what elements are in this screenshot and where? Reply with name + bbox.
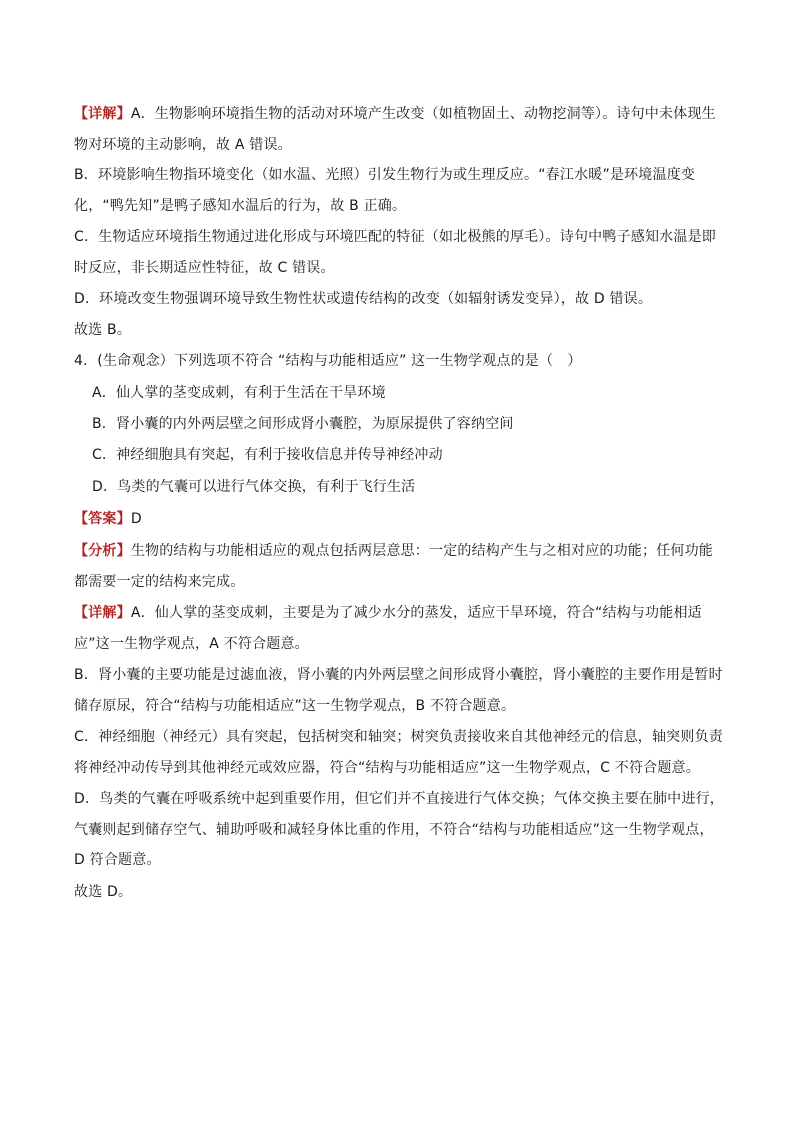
- detail-paragraph-2: [74, 598, 724, 659]
- explanation-c: C．生物适应环境指生物通过进化形成与环境匹配的特征（如北极熊的厚毛）。诗句中鸭子感知水温是即时反应，非长期适应性特征，故 C 错误。: [74, 229, 716, 276]
- question-4-stem: 4．(生命观念）下列选项不符合 “结构与功能相适应” 这一生物学观点的是（ ）: [74, 353, 582, 369]
- conclusion-1: 故选 B。: [74, 322, 132, 338]
- explanation-d-2: D．鸟类的气囊在呼吸系统中起到重要作用，但它们并不直接进行气体交换；气体交换主要在肺中进行，气囊则起到储存空气、辅助呼吸和减轻身体比重的作用，不符合“结构与功能相适应”这一生物学观点，D 符合题意。: [74, 791, 724, 868]
- detail-text: A．生物影响环境指生物的活动对环境产生改变（如植物固土、动物挖洞等）。诗句中未体现生物对环境的主动影响，故 A 错误。: [74, 106, 716, 153]
- detail-text-2: A．仙人掌的茎变成刺，主要是为了减少水分的蒸发，适应干旱环境，符合“结构与功能相适应”这一生物学观点，A 不符合题意。: [74, 605, 702, 652]
- answer-line: [74, 504, 724, 535]
- detail-tag-2: 【详解】: [74, 605, 131, 621]
- question-4-option-b: B．肾小囊的内外两层壁之间形成肾小囊腔，为原尿提供了容纳空间: [92, 416, 514, 432]
- question-4-option-c: C．神经细胞具有突起，有利于接收信息并传导神经冲动: [92, 447, 443, 463]
- explanation-b-2: B．肾小囊的主要功能是过滤血液，肾小囊的内外两层壁之间形成肾小囊腔，肾小囊腔的主要作用是暂时储存原尿，符合“结构与功能相适应”这一生物学观点，B 不符合题意。: [74, 667, 723, 714]
- analysis-tag: 【分析】: [74, 543, 131, 559]
- answer-value: D: [130, 511, 142, 527]
- question-4-option-d: D．鸟类的气囊可以进行气体交换，有利于飞行生活: [92, 479, 416, 495]
- conclusion-2: 故选 D。: [74, 884, 133, 900]
- analysis-paragraph: [74, 536, 724, 597]
- question-4-option-a: A．仙人掌的茎变成刺，有利于生活在干旱环境: [92, 385, 386, 401]
- explanation-c-2: C．神经细胞（神经元）具有突起，包括树突和轴突；树突负责接收来自其他神经元的信息，轴突则负责将神经冲动传导到其他神经元或效应器，符合“结构与功能相适应”这一生物学观点，C 不符合题意。: [74, 729, 723, 776]
- detail-paragraph-1: [74, 99, 724, 160]
- explanation-b: B．环境影响生物指环境变化（如水温、光照）引发生物行为或生理反应。“春江水暖”是环境温度变化，“鸭先知”是鸭子感知水温后的行为，故 B 正确。: [74, 167, 696, 214]
- answer-tag: 【答案】: [74, 511, 131, 527]
- detail-tag: 【详解】: [74, 106, 131, 122]
- analysis-text: 生物的结构与功能相适应的观点包括两层意思：一定的结构产生与之相对应的功能；任何功能都需要一定的结构来完成。: [74, 543, 714, 590]
- explanation-d: D．环境改变生物强调环境导致生物性状或遗传结构的改变（如辐射诱发变异），故 D 错误。: [74, 291, 653, 307]
